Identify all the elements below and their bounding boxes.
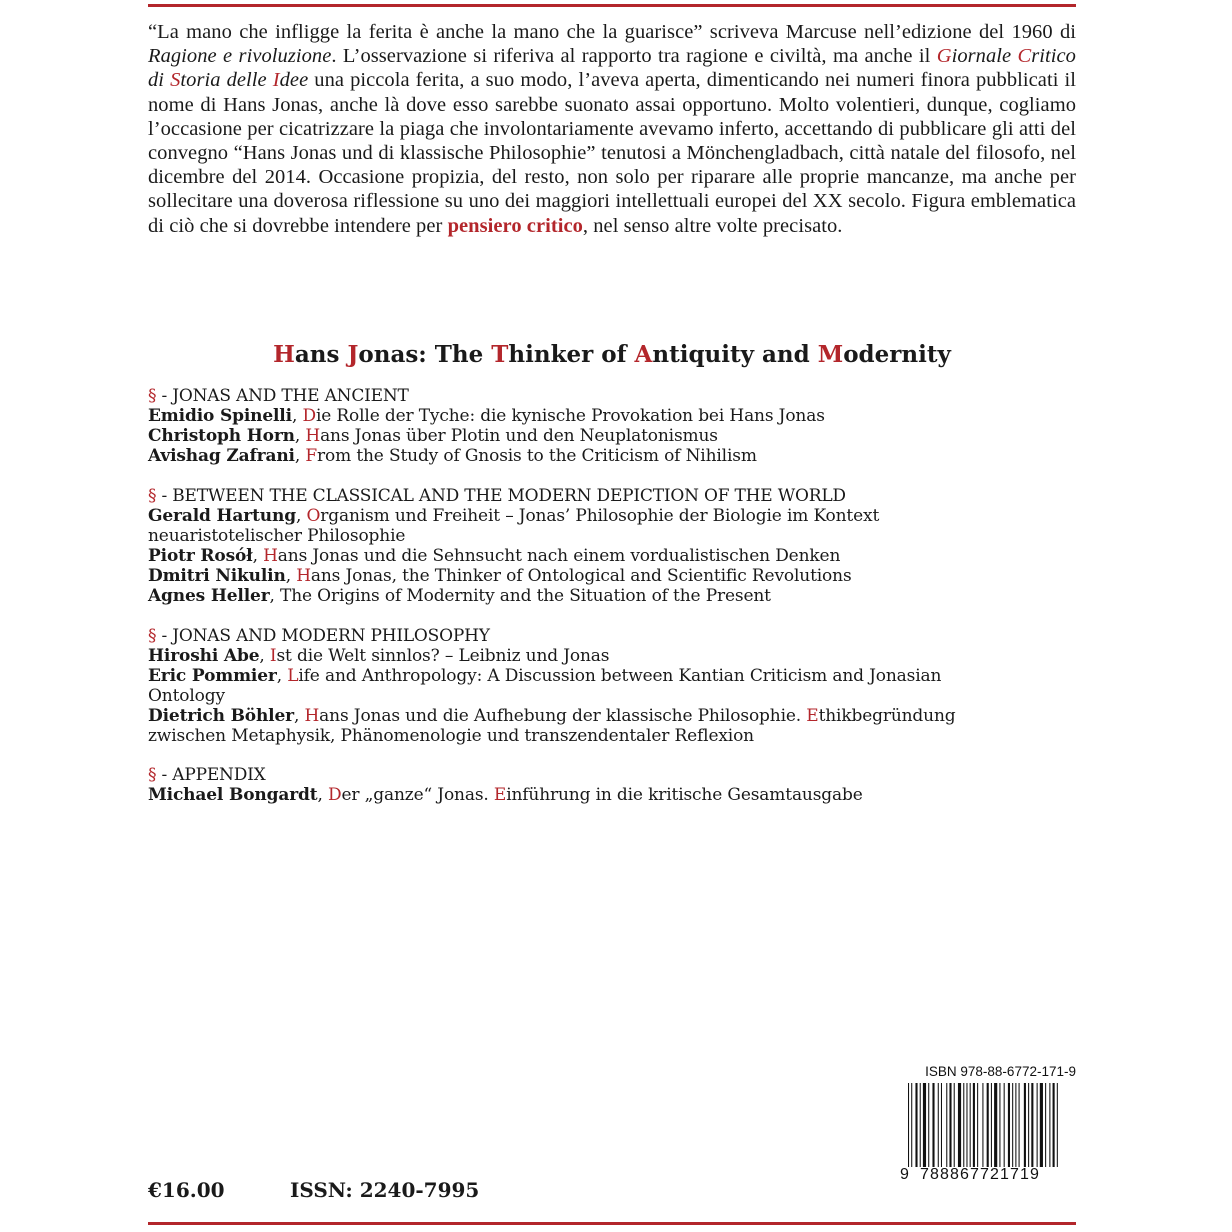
toc-entry <box>148 667 1076 687</box>
toc-entry-continuation: Ontology <box>148 685 225 706</box>
entry-title-initial: F <box>305 445 318 466</box>
barcode-bar <box>977 1083 978 1167</box>
journal-initial: C <box>1017 45 1032 68</box>
barcode-bar <box>928 1083 929 1167</box>
barcode-bar <box>963 1083 964 1167</box>
title-initial: M <box>817 341 844 368</box>
bottom-rule <box>148 1222 1076 1225</box>
toc-entry <box>148 707 1076 727</box>
entry-separator: , <box>317 784 328 805</box>
toc-section-classical-modern <box>148 487 1076 606</box>
entry-separator: , <box>294 445 306 466</box>
journal-word: ritico di <box>148 45 1076 92</box>
journal-initial: I <box>272 69 280 92</box>
barcode-bar <box>946 1083 947 1167</box>
entry-author: Dmitri Nikulin <box>148 565 286 586</box>
entry-separator: , <box>259 645 270 666</box>
book-title: Ragione e rivoluzione <box>148 45 332 68</box>
entry-title: ans Jonas und die Sehnsucht nach einem vordualistischen Denken <box>277 545 841 566</box>
barcode-bar <box>911 1083 912 1167</box>
barcode-bar <box>991 1083 992 1167</box>
entry-title: ife and Anthropology: A Discussion between Kantian Criticism and Jonasian <box>298 665 942 686</box>
entry-title-initial: D <box>302 405 316 426</box>
entry-title-initial: O <box>306 505 321 526</box>
journal-word: iornale <box>951 45 1018 68</box>
barcode-bar <box>1008 1083 1010 1167</box>
entry-author: Christoph Horn <box>148 425 295 446</box>
barcode-digit-group: 788867 <box>920 1166 980 1183</box>
entry-title: rom the Study of Gnosis to the Criticism of Nihilism <box>317 445 757 466</box>
section-heading <box>148 766 1076 786</box>
intro-text-2: . L’osservazione si riferiva al rapporto tra ragione e civiltà, ma anche il <box>331 45 937 68</box>
entry-separator: , <box>252 545 264 566</box>
section-heading <box>148 387 1076 407</box>
barcode-bar <box>982 1083 983 1167</box>
journal-initial: S <box>170 69 181 92</box>
barcode-bar <box>1053 1083 1055 1167</box>
barcode-bar <box>1004 1083 1005 1167</box>
toc-section-appendix <box>148 766 1076 806</box>
top-rule <box>148 4 1076 7</box>
entry-title: ans Jonas über Plotin und den Neuplatonismus <box>320 425 718 446</box>
barcode-bar <box>970 1083 971 1167</box>
barcode-bar <box>958 1083 961 1167</box>
barcode-icon <box>906 1083 1072 1167</box>
section-symbol: § <box>148 765 157 785</box>
barcode-bar <box>994 1083 997 1167</box>
entry-title: ans Jonas und die Aufhebung der klassische Philosophie. <box>319 705 807 726</box>
price-label: €16.00 <box>148 1178 225 1202</box>
barcode-lead-digit: 9 <box>900 1166 910 1183</box>
barcode-bar <box>1015 1083 1016 1167</box>
contents-title <box>148 338 1076 372</box>
toc-section-modern-philosophy <box>148 627 1076 746</box>
entry-separator: , <box>285 565 297 586</box>
journal-word: dee <box>279 69 309 92</box>
barcode-bar <box>1037 1083 1038 1167</box>
section-heading-text: - APPENDIX <box>156 765 266 785</box>
section-heading-text: - JONAS AND MODERN PHILOSOPHY <box>156 626 490 646</box>
barcode-bar <box>1045 1083 1046 1167</box>
entry-separator: , <box>269 585 281 606</box>
barcode-bar <box>949 1083 951 1167</box>
entry-title-initial: E <box>493 784 507 805</box>
entry-author: Michael Bongardt <box>148 784 318 805</box>
barcode-bar <box>938 1083 939 1167</box>
barcode-bar <box>1019 1083 1020 1167</box>
intro-text-1: “La mano che infligge la ferita è anche la mano che la guarisce” scriveva Marcuse nell’edizione del 1960 di <box>148 21 1076 43</box>
title-word: ntiquity and <box>652 341 818 368</box>
barcode-bar <box>999 1083 1000 1167</box>
entry-separator: , <box>291 405 303 426</box>
section-symbol: § <box>148 486 157 506</box>
entry-title: ie Rolle der Tyche: die kynische Provokation bei Hans Jonas <box>315 405 825 426</box>
entry-author: Dietrich Böhler <box>148 705 294 726</box>
entry-title: st die Welt sinnlos? – Leibniz und Jonas <box>276 645 610 666</box>
barcode-bar <box>1012 1083 1013 1167</box>
entry-title-initial: H <box>304 705 320 726</box>
toc-entry <box>148 427 1076 447</box>
title-initial: A <box>634 341 653 368</box>
section-heading <box>148 627 1076 647</box>
barcode-bar <box>987 1083 989 1167</box>
title-word: odernity <box>843 341 951 368</box>
barcode-bar <box>920 1083 921 1167</box>
barcode-bar <box>923 1083 926 1167</box>
entry-title: The Origins of Modernity and the Situation of the Present <box>280 585 771 606</box>
highlight-phrase: pensiero critico <box>447 214 583 237</box>
toc-entry <box>148 447 1076 467</box>
issn-label: ISSN: 2240-7995 <box>290 1178 480 1202</box>
title-word: onas: The <box>358 341 492 368</box>
barcode-bar <box>1028 1083 1029 1167</box>
section-symbol: § <box>148 626 157 646</box>
toc-entry <box>148 407 1076 427</box>
entry-author: Gerald Hartung <box>148 505 296 526</box>
barcode-bar <box>1024 1083 1026 1167</box>
entry-separator: , <box>276 665 288 686</box>
entry-separator: , <box>293 705 305 726</box>
journal-word: toria delle <box>180 69 273 92</box>
entry-title-initial: L <box>287 665 299 686</box>
toc-entry <box>148 507 1076 527</box>
entry-separator: , <box>295 505 307 526</box>
barcode-bar <box>954 1083 955 1167</box>
section-heading-text: - BETWEEN THE CLASSICAL AND THE MODERN DEPICTION OF THE WORLD <box>156 486 846 506</box>
intro-text-4: , nel senso altre volte precisato. <box>582 214 843 237</box>
toc-entry <box>148 567 1076 587</box>
entry-author: Agnes Heller <box>148 585 270 606</box>
barcode-digit-group: 721719 <box>980 1166 1040 1183</box>
title-word: ans <box>294 341 348 368</box>
intro-text-3: una piccola ferita, a suo modo, l’aveva aperta, dimenticando nei numeri finora pubblicati il nome di Hans Jonas, anche là dove esso sarebbe suonato assai opportuno. Molto volentieri, dunque, cogliamo l’occasione per cicatrizzare la piaga che involontariamente avevamo inferto, accettando di pubblicare gli atti del convegno “Hans Jonas und di klassische Philosophie” tenutosi a Mönchengladbach, città natale del filosofo, nel dicembre del 2014. Occasione propizia, del resto, non solo per riparare alle proprie mancanze, ma anche per sollecitare una doverosa riflessione su uno dei maggiori intellettuali europei del XX secolo. Figura emblematica di ciò che si dovrebbe intendere per <box>148 69 1076 237</box>
section-heading-text: - JONAS AND THE ANCIENT <box>156 386 409 406</box>
barcode-bar <box>1040 1083 1043 1167</box>
toc-entry <box>148 647 1076 667</box>
isbn-label: ISBN 978-88-6772-171-9 <box>925 1064 1076 1079</box>
barcode-digits <box>900 1166 1076 1184</box>
entry-separator: , <box>294 425 306 446</box>
barcode-bar <box>932 1083 934 1167</box>
entry-author: Hiroshi Abe <box>148 645 260 666</box>
entry-author: Piotr Rosół <box>148 545 253 566</box>
barcode-bar <box>908 1083 909 1167</box>
barcode-bar <box>1057 1083 1058 1167</box>
entry-title: rganism und Freiheit – Jonas’ Philosophie der Biologie im Kontext <box>320 505 880 526</box>
toc-section-ancient <box>148 387 1076 467</box>
entry-title-initial: I <box>269 645 277 666</box>
barcode-bar <box>1031 1083 1033 1167</box>
entry-title-initial: D <box>327 784 342 805</box>
entry-title-initial: H <box>263 545 278 566</box>
entry-title: er „ganze“ Jonas. <box>341 784 494 805</box>
entry-title: thikbegründung <box>818 705 956 726</box>
section-symbol: § <box>148 386 157 406</box>
toc-entry-continuation: zwischen Metaphysik, Phänomenologie und transzendentaler Reflexion <box>148 725 754 746</box>
entry-title-initial: H <box>296 565 311 586</box>
barcode-bar <box>915 1083 917 1167</box>
toc-entry <box>148 587 1076 607</box>
intro-paragraph <box>148 20 1076 238</box>
title-word: hinker of <box>508 341 635 368</box>
toc-entry-continuation: neuaristotelischer Philosophie <box>148 525 406 546</box>
entry-title: inführung in die kritische Gesamtausgabe <box>506 784 863 805</box>
title-initial: T <box>491 341 509 368</box>
entry-title: ans Jonas, the Thinker of Ontological and Scientific Revolutions <box>310 565 852 586</box>
journal-initial: G <box>936 45 952 68</box>
toc-entry <box>148 547 1076 567</box>
section-heading <box>148 487 1076 507</box>
entry-author: Avishag Zafrani <box>148 445 295 466</box>
barcode-bar <box>1049 1083 1050 1167</box>
toc-entry <box>148 786 1076 806</box>
entry-author: Eric Pommier <box>148 665 277 686</box>
entry-title-initial: H <box>305 425 321 446</box>
entry-title-initial: E <box>806 705 819 726</box>
title-initial: H <box>273 341 295 368</box>
barcode-bar <box>941 1083 942 1167</box>
isbn-barcode-block <box>900 1064 1076 1186</box>
entry-author: Emidio Spinelli <box>148 405 292 426</box>
barcode-bar <box>973 1083 975 1167</box>
title-initial: J <box>347 341 359 368</box>
barcode-bar <box>966 1083 967 1167</box>
